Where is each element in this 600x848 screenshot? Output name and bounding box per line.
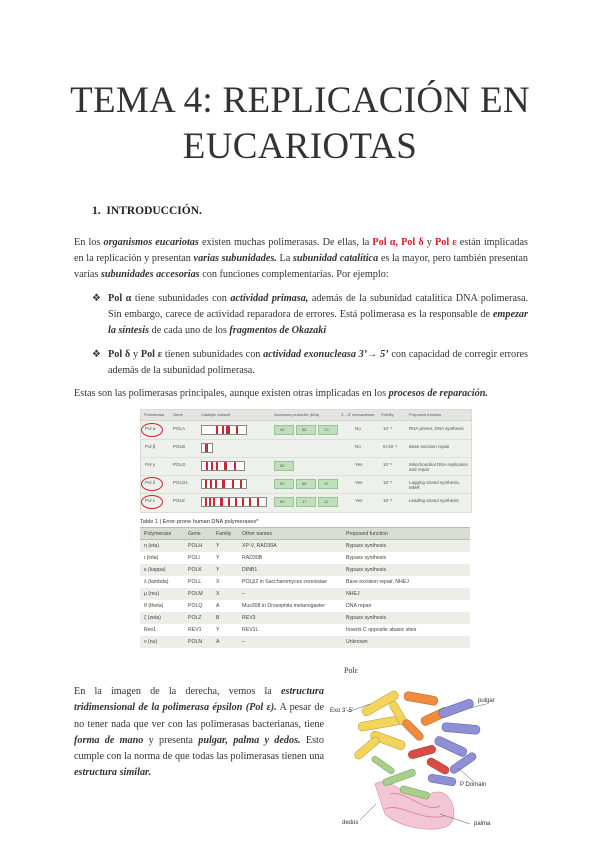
table2-cell: POLK [188,567,202,573]
table2-row [140,624,470,636]
intro-paragraph: En los organismos eucariotas existen muchas polimerasas. De ellas, la Pol α, Pol δ y Pol ε están implicadas en la replicación y presentan varias subunidades. La subunidad catalítica es la mayor, pero también presentan varias subunidades accesorias con funciones complementarias. Por ejemplo: [74,237,528,280]
table2-cell: A [216,639,220,645]
subunit-box: 12 [318,497,338,507]
table2-cell: Base excision repair, NHEJ [346,579,409,585]
table2-row [140,552,470,564]
table2-cell: X [216,579,220,585]
table2-cell: ζ (zeta) [144,615,161,621]
palm-label: palma [474,821,491,827]
table2-cell: A [216,603,220,609]
subunit-box: 17 [296,497,316,507]
page-title [0,78,600,170]
table1-row: Pol δ POLD1 50 66 12 Yes 10⁻⁵ Lagging strand synthesis, MMR [141,475,471,494]
table2-cell: NHEJ [346,591,360,597]
table2-cell: Inserts C opposite abasic sites [346,627,417,633]
subunit-box: 55 [274,461,294,471]
table1-row: Pol β POLB No 5×10⁻⁴ Base excision repair [141,439,471,458]
subunit-box: 70 [318,425,338,435]
table2-cell: λ (lambda) [144,579,169,585]
table2-cell: POLZ [188,615,202,621]
table2-cell: μ (mu) [144,591,160,597]
table2-cell: κ (kappa) [144,567,166,573]
subunit-box: 59 [274,497,294,507]
polymerase-paragraph: Estas son las polimerasas principales, aunque existen otras implicadas en los procesos de reparación. [74,388,488,399]
fingers-label: dedos [342,820,359,826]
table2-cell: θ (theta) [144,603,164,609]
domain-bar [201,425,247,435]
table2-cell: POLL [188,579,202,585]
error-prone-polymerase-table [140,519,470,647]
table2-cell: X [216,591,220,597]
subunit-box: 58 [296,425,316,435]
thumb-label: pulgar [478,698,495,704]
domain-bar [201,461,245,471]
protein-structure-illustration [330,664,500,836]
exo-label: Exo 3’-5’ [330,708,354,714]
table2-row [140,576,470,588]
bullet-marker: ❖ [92,349,101,360]
domain-bar [201,497,267,507]
table2-cell: Y [216,567,220,573]
subunit-box: 12 [318,479,338,489]
table2-cell: POLβ2 in Saccharomyces cerevisiae [242,579,327,585]
table2-cell: Bypass synthesis [346,543,387,549]
table1-row: Pol γ POLG 55 Yes 10⁻⁶ Mitochondrial DNA replication and repair [141,457,471,476]
domain-bar [201,443,213,453]
table2-cell: ν (nu) [144,639,158,645]
table2-cell: Mus308 in Drosophila melanogaster [242,603,326,609]
bullet-pol-delta-epsilon: ❖ Pol δ y Pol ε tienen subunidades con actividad exonucleasa 3’→ 5’ con capacidad de corregir errores además de la subunidad polimerasa. [92,349,529,376]
table2-cell: Bypass synthesis [346,615,387,621]
table2-cell: B [216,615,220,621]
table2-cell: Unknown [346,639,368,645]
table2-cell: η (eta) [144,543,159,549]
table2-cell: POLQ [188,603,203,609]
table2-cell: POLM [188,591,203,597]
figure-title: Polε [344,666,359,675]
title-line-1: TEMA 4: REPLICACIÓN EN [70,80,530,121]
pol-epsilon-structure-figure [330,664,500,836]
table2-row [140,564,470,576]
table2-cell: Y [216,627,220,633]
structure-paragraph: En la imagen de la derecha, vemos la estructura tridimensional de la polimerasa épsilon (Pol ε). A pesar de no tener nada que ver con las polimerasas bacterianas, tiene forma de mano y presenta pulgar, palma y dedos. Esto cumple con la norma de que todas las polimerasas tienen una estructura similar. [74,686,324,779]
table2-cell: POLH [188,543,203,549]
polymerase-table-image [140,409,472,513]
table2-cell: REV1L [242,627,259,633]
bullet-pol-alpha: ❖ Pol α tiene subunidades con actividad primasa, además de la subunidad catalítica DNA polimerasa. Sin embargo, carece de actividad reparadora de errores. Está polimerasa es la responsable de empezar la síntesis de cada uno de los fragmentos de Okazaki [92,293,529,336]
table2-cell: REV3 [242,615,256,621]
subunit-box: 49 [274,425,294,435]
subunit-box: 50 [274,479,294,489]
table1-row: Pol ε POLE 59 17 12 Yes 10⁻⁵ Leading strand synthesis [141,493,471,511]
table2-cell: Rev1 [144,627,157,633]
p-domain-label: P Domain [460,782,487,788]
table2-body [140,540,470,648]
table2-header: Polymerase Gene Family Other names Proposed function [140,527,470,540]
table2-cell: Bypass synthesis [346,567,387,573]
table2-cell: – [242,639,245,645]
table2-cell: Y [216,555,220,561]
table2-cell: POLI [188,555,200,561]
table2-cell: XP-V, RAD30A [242,543,277,549]
title-line-2: EUCARIOTAS [182,126,418,167]
table2-row [140,600,470,612]
table2-cell: DNA repair [346,603,372,609]
table1-row: Pol α POLA 49 58 70 No 10⁻⁴ RNA primer, DNA synthesis [141,421,471,440]
table1-header: Polimerasa Gene Catalytic subunit Accessory subunits (kDa) 3'→5' exonuclease Fidelity Proposed function [141,410,471,421]
bullet-marker: ❖ [92,293,101,304]
domain-bar [201,479,247,489]
table2-row [140,540,470,552]
table2-row [140,588,470,600]
table2-cell: REV1 [188,627,202,633]
section-heading: 1. INTRODUCCIÓN. [92,205,202,217]
table2-row [140,636,470,648]
table2-cell: RAD30B [242,555,263,561]
table2-cell: ι (iota) [144,555,159,561]
table2-cell: Bypass synthesis [346,555,387,561]
table2-row [140,612,470,624]
table2-cell: Y [216,543,220,549]
subunit-box: 66 [296,479,316,489]
table2-cell: DINB1 [242,567,258,573]
table2-caption: Table 1 | Error-prone human DNA polymerases* [140,519,259,525]
table2-cell: POLN [188,639,203,645]
table2-cell: – [242,591,245,597]
